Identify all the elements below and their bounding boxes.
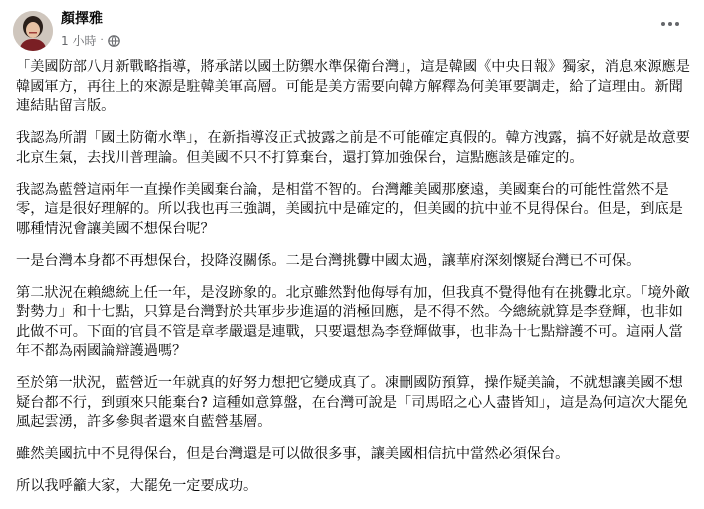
post-meta — [61, 33, 120, 49]
post-paragraph: 至於第一狀況，藍營近一年就真的好努力想把它變成真了。凍刪國防預算，操作疑美論，不就想讓美國不想疑台都不行，到頭來只能棄台? 這種如意算盤，在台灣可說是「司馬昭之心人盡皆知」，這是為何這次大罷免風起雲湧，許多參與者還來自藍營基層。 — [16, 375, 688, 430]
post-header — [0, 0, 704, 58]
post-paragraph: 第二狀況在賴總統上任一年，是沒跡象的。北京雖然對他侮辱有加，但我真不覺得他有在挑釁北京。「境外敵對勢力」和十七點，只算是台灣對於共軍步步進逼的消極回應，是不得不然。今總統就算是李登輝，也非如此做不可。下面的官員不管是章孝嚴還是連戰，只要還想為李登輝做事，也非為十七點辯護不可。這兩人當年不都為兩國論辯護過嗎？ — [16, 284, 690, 359]
globe-icon[interactable] — [108, 35, 120, 47]
post-paragraph: 我認為所謂「國土防衛水準」，在新指導沒正式披露之前是不可能確定真假的。韓方洩露，搞不好就是故意要北京生氣，去找川普理論。但美國不只不打算棄台，還打算加強保台，這點應該是確定的。 — [16, 130, 690, 166]
meta-separator: · — [100, 35, 104, 46]
more-dot-icon — [675, 22, 679, 26]
post-paragraph: 雖然美國抗中不見得保台，但是台灣還是可以做很多事，讓美國相信抗中當然必須保台。 — [16, 446, 570, 462]
avatar[interactable] — [13, 11, 53, 51]
more-options-button[interactable] — [652, 6, 688, 42]
more-dot-icon — [661, 22, 665, 26]
post-time[interactable]: 1 小時 — [61, 34, 97, 48]
avatar-image — [13, 11, 53, 51]
post-body — [16, 58, 692, 509]
post-paragraph: 一是台灣本身都不再想保台，投降沒關係。二是台灣挑釁中國太過，讓華府深刻懷疑台灣已不可保。 — [16, 252, 641, 269]
post-paragraph: 「美國防部八月新戰略指導，將承諾以國土防禦水準保衛台灣」，這是韓國《中央日報》獨家，消息來源應是韓國軍方，再往上的來源是駐韓美軍高層。可能是美方需要向韓方解釋為何美軍要調走，給了這理由。新聞連結貼留言版。 — [16, 59, 690, 114]
author-name[interactable]: 顏擇雅 — [61, 11, 103, 27]
post-paragraph: 所以我呼籲大家，大罷免一定要成功。 — [16, 478, 258, 494]
post-paragraph: 我認為藍營這兩年一直操作美國棄台論，是相當不智的。台灣離美國那麼遠，美國棄台的可能性當然不是零，這是很好理解的。所以我也再三強調，美國抗中是確定的，但美國的抗中並不見得保台。但是，到底是哪種情況會讓美國不想保台呢？ — [16, 181, 683, 237]
more-dot-icon — [668, 22, 672, 26]
